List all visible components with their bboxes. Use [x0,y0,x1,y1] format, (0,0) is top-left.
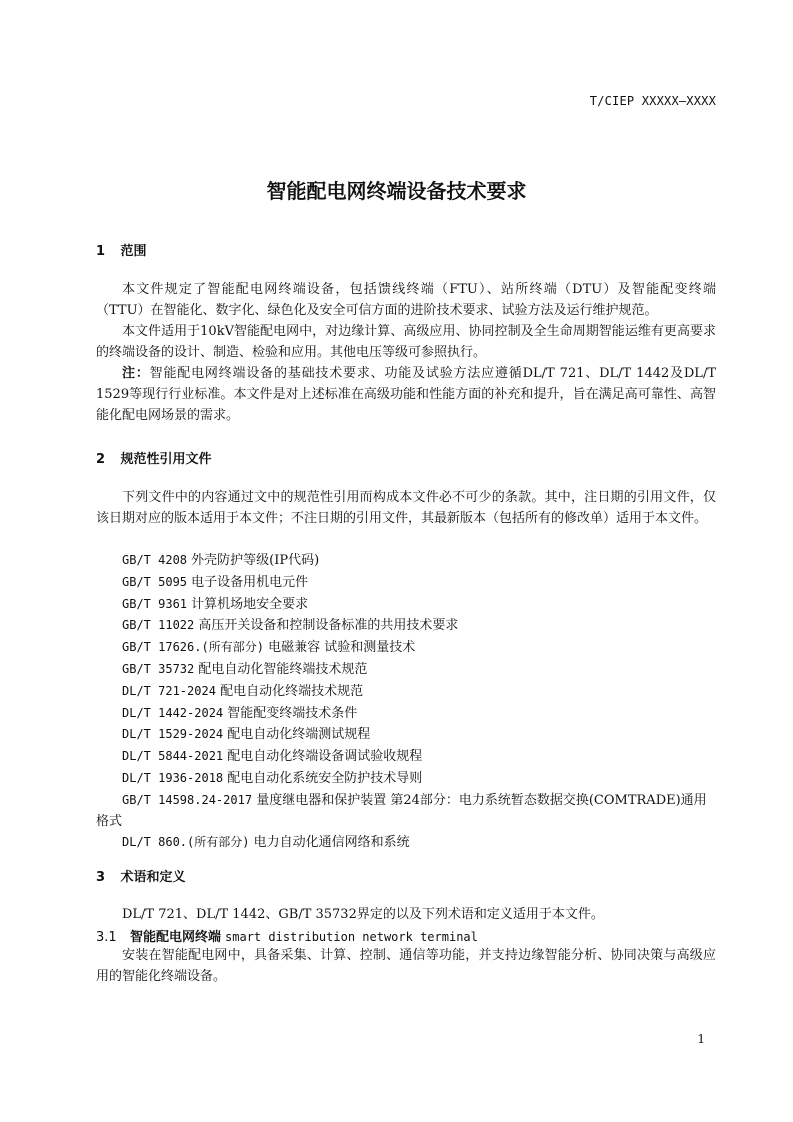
reference-name: 配电自动化终端测试规程 [227,727,371,743]
reference-name: 配电自动化系统安全防护技术导则 [227,770,423,786]
reference-item [96,832,716,854]
section-number: 2 [96,452,106,467]
term-name-en: smart distribution network terminal [225,930,478,944]
reference-code: GB/T 4208 [122,553,188,567]
page-number: 1 [697,1032,705,1046]
reference-item [96,637,716,659]
reference-name: 电子设备用机电元件 [191,574,309,590]
reference-code: DL/T 860.(所有部分) [122,835,250,850]
reference-list [96,550,716,854]
term-number: 3.1 [96,930,117,945]
section-heading-normative-references [96,448,212,467]
section-title: 规范性引用文件 [120,452,212,467]
reference-name: 配电自动化终端技术规范 [220,683,364,699]
standard-code: T/CIEP XXXXX—XXXX [589,94,716,108]
reference-item [96,594,716,616]
note-label: 注： [122,366,150,381]
reference-code: DL/T 1936-2018 [122,770,224,785]
reference-code: GB/T 35732 [122,661,195,676]
reference-name: 量度继电器和保护装置 第24部分：电力系统暂态数据交换(COMTRADE)通用格式 [96,792,707,829]
reference-name: 外壳防护等级(IP代码) [191,553,320,568]
reference-code: DL/T 1529-2024 [122,727,224,742]
section-heading-scope [96,240,147,259]
references-intro: 下列文件中的内容通过文中的规范性引用而构成本文件必不可少的条款。其中，注日期的引用文件，仅该日期对应的版本适用于本文件；不注日期的引用文件，其最新版本（包括所有的修改单）适用于本文件。 [96,490,716,526]
reference-code: DL/T 721-2024 [122,683,216,698]
term-definition: 安装在智能配电网中，具备采集、计算、控制、通信等功能，并支持边缘智能分析、协同决策与高级应用的智能化终端设备。 [96,948,716,984]
reference-item [96,724,716,746]
reference-item [96,703,716,725]
reference-code: GB/T 14598.24-2017 [122,792,253,807]
reference-code: GB/T 17626.(所有部分) [122,640,264,655]
reference-item [96,768,716,790]
scope-note [96,363,716,426]
scope-paragraph-2: 本文件适用于10kV智能配电网中，对边缘计算、高级应用、协同控制及全生命周期智能运维有更高要求的终端设备的设计、制造、检验和应用。其他电压等级可参照执行。 [96,324,716,360]
document-title: 智能配电网终端设备技术要求 [266,179,527,203]
reference-name: 智能配变终端技术条件 [227,705,358,721]
reference-item [96,746,716,768]
section-number: 3 [96,870,106,885]
reference-name: 电磁兼容 试验和测量技术 [268,640,416,656]
reference-item [96,550,716,572]
reference-item [96,790,716,833]
note-text: 智能配电网终端设备的基础技术要求、功能及试验方法应遵循DL/T 721、DL/T 1442及DL/T 1529等现行行业标准。本文件是对上述标准在高级功能和性能方面的补充和提升，旨在满足高可靠性、高智能化配电网场景的需求。 [96,366,716,423]
reference-code: GB/T 11022 [122,618,195,633]
reference-name: 配电自动化终端设备调试验收规程 [227,749,423,765]
scope-paragraph-1: 本文件规定了智能配电网终端设备，包括馈线终端（FTU）、站所终端（DTU）及智能配变终端（TTU）在智能化、数字化、绿色化及安全可信方面的进阶技术要求、试验方法及运行维护规范。 [96,282,716,318]
section-number: 1 [96,244,106,259]
reference-code: DL/T 5844-2021 [122,749,224,764]
terms-intro: DL/T 721、DL/T 1442、GB/T 35732界定的以及下列术语和定义适用于本文件。 [122,907,604,922]
reference-name: 高压开关设备和控制设备标准的共用技术要求 [198,618,459,634]
reference-item [96,659,716,681]
reference-item [96,615,716,637]
reference-item [96,572,716,594]
reference-code: GB/T 9361 [122,596,188,611]
section-title: 术语和定义 [120,870,186,885]
reference-code: DL/T 1442-2024 [122,705,224,720]
reference-name: 配电自动化智能终端技术规范 [198,661,368,677]
section-title: 范围 [120,244,147,259]
term-heading [96,926,478,945]
reference-name: 计算机场地安全要求 [191,596,309,612]
term-name-cn: 智能配电网终端 [130,930,222,945]
reference-name: 电力自动化通信网络和系统 [253,835,410,851]
reference-item [96,681,716,703]
reference-code: GB/T 5095 [122,574,188,589]
section-heading-terms [96,866,186,885]
